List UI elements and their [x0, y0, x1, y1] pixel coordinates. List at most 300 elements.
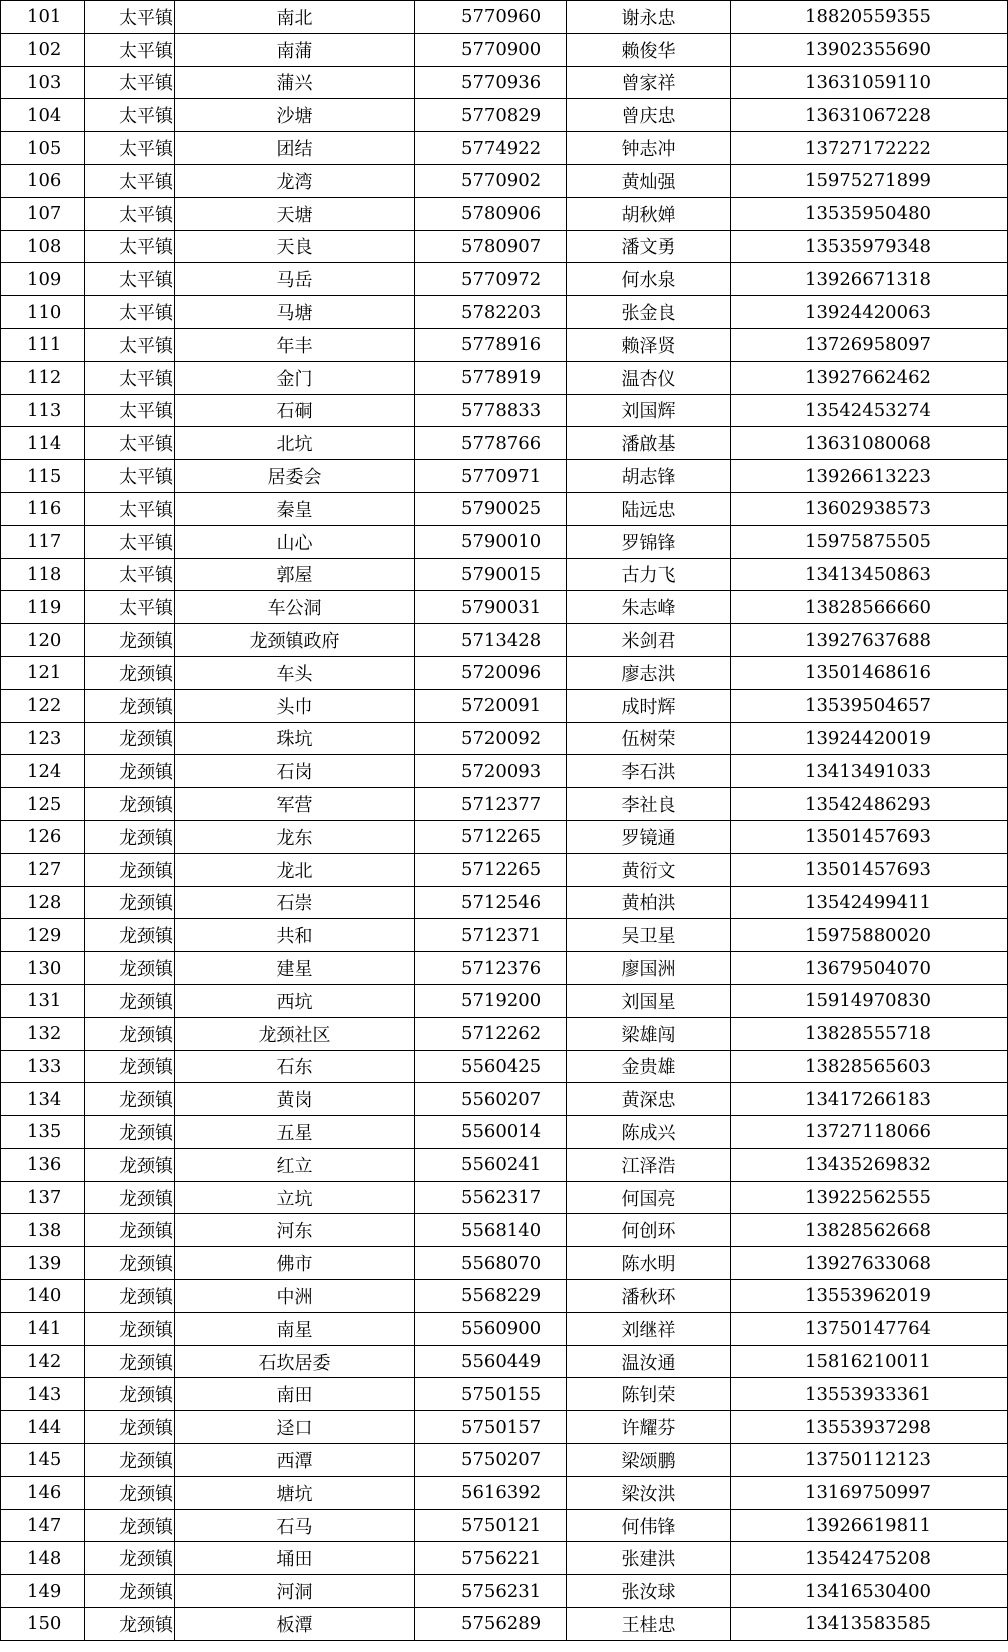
contact-name-cell: 潘秋环: [567, 1280, 731, 1313]
telephone-cell: 5568140: [415, 1214, 567, 1247]
town-cell: 龙颈镇: [85, 853, 175, 886]
table-row: [1, 1608, 1008, 1641]
town-cell: 龙颈镇: [85, 1608, 175, 1641]
table-row: [1, 132, 1008, 165]
village-cell: 板潭: [175, 1608, 415, 1641]
village-cell: 塘坑: [175, 1476, 415, 1509]
row-number-cell: 136: [1, 1148, 85, 1181]
village-cell: 西潭: [175, 1444, 415, 1477]
table-row: [1, 1050, 1008, 1083]
row-number-cell: 107: [1, 197, 85, 230]
mobile-cell: 13828565603: [731, 1050, 1008, 1083]
telephone-cell: 5562317: [415, 1181, 567, 1214]
contact-name-cell: 江泽浩: [567, 1148, 731, 1181]
row-number-cell: 114: [1, 427, 85, 460]
mobile-cell: 13926619811: [731, 1509, 1008, 1542]
row-number-cell: 142: [1, 1345, 85, 1378]
town-cell: 太平镇: [85, 296, 175, 329]
contact-name-cell: 胡秋婵: [567, 197, 731, 230]
contact-table-body: [1, 1, 1008, 1641]
row-number-cell: 126: [1, 820, 85, 853]
telephone-cell: 5778766: [415, 427, 567, 460]
row-number-cell: 131: [1, 984, 85, 1017]
telephone-cell: 5560014: [415, 1116, 567, 1149]
village-cell: 郭屋: [175, 558, 415, 591]
contact-name-cell: 曾庆忠: [567, 99, 731, 132]
village-cell: 车头: [175, 656, 415, 689]
village-cell: 河洞: [175, 1575, 415, 1608]
mobile-cell: 13927633068: [731, 1247, 1008, 1280]
mobile-cell: 13501468616: [731, 656, 1008, 689]
town-cell: 龙颈镇: [85, 1017, 175, 1050]
town-cell: 龙颈镇: [85, 1214, 175, 1247]
row-number-cell: 110: [1, 296, 85, 329]
telephone-cell: 5712265: [415, 820, 567, 853]
town-cell: 太平镇: [85, 197, 175, 230]
village-cell: 龙颈社区: [175, 1017, 415, 1050]
contact-name-cell: 赖泽贤: [567, 328, 731, 361]
mobile-cell: 13435269832: [731, 1148, 1008, 1181]
town-cell: 龙颈镇: [85, 886, 175, 919]
mobile-cell: 13750112123: [731, 1444, 1008, 1477]
town-cell: 龙颈镇: [85, 656, 175, 689]
contact-name-cell: 胡志锋: [567, 460, 731, 493]
village-cell: 共和: [175, 919, 415, 952]
telephone-cell: 5568070: [415, 1247, 567, 1280]
telephone-cell: 5750121: [415, 1509, 567, 1542]
village-cell: 南田: [175, 1378, 415, 1411]
mobile-cell: 13413491033: [731, 755, 1008, 788]
table-row: [1, 919, 1008, 952]
telephone-cell: 5560449: [415, 1345, 567, 1378]
telephone-cell: 5774922: [415, 132, 567, 165]
telephone-cell: 5790010: [415, 525, 567, 558]
telephone-cell: 5713428: [415, 624, 567, 657]
row-number-cell: 140: [1, 1280, 85, 1313]
town-cell: 太平镇: [85, 394, 175, 427]
mobile-cell: 13539504657: [731, 689, 1008, 722]
contact-name-cell: 陈水明: [567, 1247, 731, 1280]
town-cell: 太平镇: [85, 525, 175, 558]
row-number-cell: 121: [1, 656, 85, 689]
telephone-cell: 5778833: [415, 394, 567, 427]
town-cell: 龙颈镇: [85, 755, 175, 788]
village-cell: 金门: [175, 361, 415, 394]
village-cell: 车公洞: [175, 591, 415, 624]
contact-name-cell: 梁雄闯: [567, 1017, 731, 1050]
telephone-cell: 5756221: [415, 1542, 567, 1575]
contact-name-cell: 罗锦锋: [567, 525, 731, 558]
table-row: [1, 1542, 1008, 1575]
row-number-cell: 109: [1, 263, 85, 296]
town-cell: 龙颈镇: [85, 1509, 175, 1542]
village-cell: 天良: [175, 230, 415, 263]
village-cell: 沙塘: [175, 99, 415, 132]
mobile-cell: 13413583585: [731, 1608, 1008, 1641]
contact-name-cell: 成时辉: [567, 689, 731, 722]
town-cell: 太平镇: [85, 66, 175, 99]
village-cell: 石马: [175, 1509, 415, 1542]
row-number-cell: 116: [1, 492, 85, 525]
village-cell: 珠坑: [175, 722, 415, 755]
village-cell: 龙东: [175, 820, 415, 853]
contact-name-cell: 梁汝洪: [567, 1476, 731, 1509]
row-number-cell: 127: [1, 853, 85, 886]
town-cell: 龙颈镇: [85, 1542, 175, 1575]
village-cell: 黄岗: [175, 1083, 415, 1116]
contact-name-cell: 温汝通: [567, 1345, 731, 1378]
table-row: [1, 984, 1008, 1017]
table-row: [1, 66, 1008, 99]
table-row: [1, 656, 1008, 689]
town-cell: 太平镇: [85, 33, 175, 66]
contact-name-cell: 钟志冲: [567, 132, 731, 165]
mobile-cell: 13542453274: [731, 394, 1008, 427]
table-row: [1, 460, 1008, 493]
town-cell: 太平镇: [85, 1, 175, 34]
telephone-cell: 5712262: [415, 1017, 567, 1050]
town-cell: 太平镇: [85, 460, 175, 493]
village-cell: 山心: [175, 525, 415, 558]
mobile-cell: 13501457693: [731, 853, 1008, 886]
telephone-cell: 5770829: [415, 99, 567, 132]
village-cell: 军营: [175, 788, 415, 821]
contact-name-cell: 许耀芬: [567, 1411, 731, 1444]
telephone-cell: 5712377: [415, 788, 567, 821]
contact-name-cell: 李石洪: [567, 755, 731, 788]
village-cell: 马塘: [175, 296, 415, 329]
contact-name-cell: 张建洪: [567, 1542, 731, 1575]
table-row: [1, 1, 1008, 34]
table-row: [1, 689, 1008, 722]
village-cell: 迳口: [175, 1411, 415, 1444]
contact-name-cell: 何伟锋: [567, 1509, 731, 1542]
contact-name-cell: 李社良: [567, 788, 731, 821]
mobile-cell: 13553937298: [731, 1411, 1008, 1444]
row-number-cell: 122: [1, 689, 85, 722]
village-cell: 南北: [175, 1, 415, 34]
telephone-cell: 5790015: [415, 558, 567, 591]
row-number-cell: 147: [1, 1509, 85, 1542]
contact-name-cell: 谢永忠: [567, 1, 731, 34]
village-cell: 石崇: [175, 886, 415, 919]
mobile-cell: 13727172222: [731, 132, 1008, 165]
contact-name-cell: 张汝球: [567, 1575, 731, 1608]
mobile-cell: 13542475208: [731, 1542, 1008, 1575]
table-row: [1, 492, 1008, 525]
contact-name-cell: 黄柏洪: [567, 886, 731, 919]
row-number-cell: 102: [1, 33, 85, 66]
telephone-cell: 5712546: [415, 886, 567, 919]
contact-name-cell: 朱志峰: [567, 591, 731, 624]
row-number-cell: 144: [1, 1411, 85, 1444]
telephone-cell: 5560207: [415, 1083, 567, 1116]
table-row: [1, 1148, 1008, 1181]
telephone-cell: 5560241: [415, 1148, 567, 1181]
mobile-cell: 13750147764: [731, 1312, 1008, 1345]
telephone-cell: 5712371: [415, 919, 567, 952]
row-number-cell: 130: [1, 952, 85, 985]
mobile-cell: 13602938573: [731, 492, 1008, 525]
table-row: [1, 558, 1008, 591]
mobile-cell: 13169750997: [731, 1476, 1008, 1509]
row-number-cell: 113: [1, 394, 85, 427]
contact-name-cell: 古力飞: [567, 558, 731, 591]
town-cell: 龙颈镇: [85, 788, 175, 821]
table-row: [1, 755, 1008, 788]
row-number-cell: 128: [1, 886, 85, 919]
village-cell: 石岗: [175, 755, 415, 788]
mobile-cell: 13542486293: [731, 788, 1008, 821]
table-row: [1, 230, 1008, 263]
row-number-cell: 138: [1, 1214, 85, 1247]
table-row: [1, 820, 1008, 853]
mobile-cell: 15975875505: [731, 525, 1008, 558]
town-cell: 龙颈镇: [85, 722, 175, 755]
table-row: [1, 853, 1008, 886]
mobile-cell: 13535950480: [731, 197, 1008, 230]
contact-name-cell: 刘继祥: [567, 1312, 731, 1345]
mobile-cell: 13727118066: [731, 1116, 1008, 1149]
town-cell: 龙颈镇: [85, 1050, 175, 1083]
telephone-cell: 5560425: [415, 1050, 567, 1083]
row-number-cell: 139: [1, 1247, 85, 1280]
mobile-cell: 13413450863: [731, 558, 1008, 591]
village-cell: 北坑: [175, 427, 415, 460]
contact-name-cell: 张金良: [567, 296, 731, 329]
table-row: [1, 1345, 1008, 1378]
telephone-cell: 5780907: [415, 230, 567, 263]
mobile-cell: 13416530400: [731, 1575, 1008, 1608]
village-cell: 马岳: [175, 263, 415, 296]
town-cell: 龙颈镇: [85, 1247, 175, 1280]
table-row: [1, 886, 1008, 919]
table-row: [1, 1214, 1008, 1247]
village-cell: 立坑: [175, 1181, 415, 1214]
row-number-cell: 115: [1, 460, 85, 493]
town-cell: 太平镇: [85, 427, 175, 460]
telephone-cell: 5560900: [415, 1312, 567, 1345]
town-cell: 龙颈镇: [85, 1312, 175, 1345]
village-cell: 蒲兴: [175, 66, 415, 99]
mobile-cell: 13726958097: [731, 328, 1008, 361]
mobile-cell: 13924420019: [731, 722, 1008, 755]
row-number-cell: 134: [1, 1083, 85, 1116]
mobile-cell: 18820559355: [731, 1, 1008, 34]
table-row: [1, 164, 1008, 197]
village-cell: 头巾: [175, 689, 415, 722]
row-number-cell: 106: [1, 164, 85, 197]
row-number-cell: 125: [1, 788, 85, 821]
mobile-cell: 13417266183: [731, 1083, 1008, 1116]
village-cell: 埇田: [175, 1542, 415, 1575]
table-row: [1, 1017, 1008, 1050]
row-number-cell: 120: [1, 624, 85, 657]
mobile-cell: 13631067228: [731, 99, 1008, 132]
telephone-cell: 5770902: [415, 164, 567, 197]
row-number-cell: 104: [1, 99, 85, 132]
mobile-cell: 13501457693: [731, 820, 1008, 853]
town-cell: 太平镇: [85, 230, 175, 263]
table-row: [1, 1312, 1008, 1345]
village-cell: 红立: [175, 1148, 415, 1181]
row-number-cell: 103: [1, 66, 85, 99]
contact-name-cell: 何水泉: [567, 263, 731, 296]
row-number-cell: 133: [1, 1050, 85, 1083]
telephone-cell: 5750155: [415, 1378, 567, 1411]
village-cell: 天塘: [175, 197, 415, 230]
contact-name-cell: 伍树荣: [567, 722, 731, 755]
mobile-cell: 13828562668: [731, 1214, 1008, 1247]
contact-name-cell: 陆远忠: [567, 492, 731, 525]
town-cell: 太平镇: [85, 492, 175, 525]
table-row: [1, 296, 1008, 329]
table-row: [1, 952, 1008, 985]
table-row: [1, 525, 1008, 558]
contact-name-cell: 陈成兴: [567, 1116, 731, 1149]
telephone-cell: 5750157: [415, 1411, 567, 1444]
telephone-cell: 5720091: [415, 689, 567, 722]
mobile-cell: 13902355690: [731, 33, 1008, 66]
contact-name-cell: 何国亮: [567, 1181, 731, 1214]
mobile-cell: 13924420063: [731, 296, 1008, 329]
table-row: [1, 591, 1008, 624]
telephone-cell: 5712265: [415, 853, 567, 886]
row-number-cell: 124: [1, 755, 85, 788]
table-row: [1, 361, 1008, 394]
mobile-cell: 13553933361: [731, 1378, 1008, 1411]
table-row: [1, 1116, 1008, 1149]
mobile-cell: 13926613223: [731, 460, 1008, 493]
telephone-cell: 5780906: [415, 197, 567, 230]
town-cell: 太平镇: [85, 99, 175, 132]
telephone-cell: 5756231: [415, 1575, 567, 1608]
contact-name-cell: 刘国辉: [567, 394, 731, 427]
row-number-cell: 150: [1, 1608, 85, 1641]
table-row: [1, 1509, 1008, 1542]
contact-name-cell: 王桂忠: [567, 1608, 731, 1641]
village-cell: 团结: [175, 132, 415, 165]
village-cell: 龙北: [175, 853, 415, 886]
town-cell: 太平镇: [85, 558, 175, 591]
telephone-cell: 5568229: [415, 1280, 567, 1313]
village-cell: 南蒲: [175, 33, 415, 66]
table-row: [1, 1247, 1008, 1280]
town-cell: 龙颈镇: [85, 1411, 175, 1444]
mobile-cell: 13926671318: [731, 263, 1008, 296]
mobile-cell: 13922562555: [731, 1181, 1008, 1214]
mobile-cell: 13679504070: [731, 952, 1008, 985]
village-cell: 河东: [175, 1214, 415, 1247]
row-number-cell: 137: [1, 1181, 85, 1214]
town-cell: 龙颈镇: [85, 1378, 175, 1411]
row-number-cell: 143: [1, 1378, 85, 1411]
village-cell: 南星: [175, 1312, 415, 1345]
table-row: [1, 394, 1008, 427]
table-row: [1, 1476, 1008, 1509]
town-cell: 龙颈镇: [85, 1280, 175, 1313]
telephone-cell: 5778916: [415, 328, 567, 361]
contact-name-cell: 梁颂鹏: [567, 1444, 731, 1477]
town-cell: 龙颈镇: [85, 1575, 175, 1608]
village-cell: 石东: [175, 1050, 415, 1083]
telephone-cell: 5756289: [415, 1608, 567, 1641]
table-row: [1, 788, 1008, 821]
table-row: [1, 1280, 1008, 1313]
contact-name-cell: 金贵雄: [567, 1050, 731, 1083]
mobile-cell: 13631059110: [731, 66, 1008, 99]
town-cell: 龙颈镇: [85, 1181, 175, 1214]
row-number-cell: 105: [1, 132, 85, 165]
village-cell: 石坎居委: [175, 1345, 415, 1378]
telephone-cell: 5790031: [415, 591, 567, 624]
mobile-cell: 13927662462: [731, 361, 1008, 394]
village-cell: 龙颈镇政府: [175, 624, 415, 657]
contact-name-cell: 罗镜通: [567, 820, 731, 853]
row-number-cell: 149: [1, 1575, 85, 1608]
mobile-cell: 15975271899: [731, 164, 1008, 197]
row-number-cell: 132: [1, 1017, 85, 1050]
contact-name-cell: 温杏仪: [567, 361, 731, 394]
town-cell: 龙颈镇: [85, 1345, 175, 1378]
telephone-cell: 5782203: [415, 296, 567, 329]
town-cell: 龙颈镇: [85, 919, 175, 952]
town-cell: 太平镇: [85, 591, 175, 624]
row-number-cell: 117: [1, 525, 85, 558]
row-number-cell: 112: [1, 361, 85, 394]
mobile-cell: 13553962019: [731, 1280, 1008, 1313]
row-number-cell: 141: [1, 1312, 85, 1345]
telephone-cell: 5778919: [415, 361, 567, 394]
row-number-cell: 148: [1, 1542, 85, 1575]
row-number-cell: 145: [1, 1444, 85, 1477]
table-row: [1, 328, 1008, 361]
village-cell: 佛市: [175, 1247, 415, 1280]
table-row: [1, 263, 1008, 296]
village-cell: 居委会: [175, 460, 415, 493]
contact-name-cell: 黄深忠: [567, 1083, 731, 1116]
contact-name-cell: 黄衍文: [567, 853, 731, 886]
table-row: [1, 1181, 1008, 1214]
mobile-cell: 13631080068: [731, 427, 1008, 460]
village-cell: 五星: [175, 1116, 415, 1149]
village-cell: 年丰: [175, 328, 415, 361]
telephone-cell: 5720096: [415, 656, 567, 689]
row-number-cell: 146: [1, 1476, 85, 1509]
contact-name-cell: 刘国星: [567, 984, 731, 1017]
village-cell: 石硐: [175, 394, 415, 427]
mobile-cell: 15975880020: [731, 919, 1008, 952]
village-cell: 西坑: [175, 984, 415, 1017]
telephone-cell: 5770960: [415, 1, 567, 34]
contact-name-cell: 陈钊荣: [567, 1378, 731, 1411]
row-number-cell: 101: [1, 1, 85, 34]
town-cell: 太平镇: [85, 328, 175, 361]
telephone-cell: 5616392: [415, 1476, 567, 1509]
village-cell: 中洲: [175, 1280, 415, 1313]
telephone-cell: 5790025: [415, 492, 567, 525]
row-number-cell: 123: [1, 722, 85, 755]
town-cell: 龙颈镇: [85, 1476, 175, 1509]
table-row: [1, 99, 1008, 132]
table-row: [1, 33, 1008, 66]
row-number-cell: 129: [1, 919, 85, 952]
mobile-cell: 13828566660: [731, 591, 1008, 624]
town-cell: 龙颈镇: [85, 1444, 175, 1477]
row-number-cell: 135: [1, 1116, 85, 1149]
telephone-cell: 5770972: [415, 263, 567, 296]
telephone-cell: 5720092: [415, 722, 567, 755]
